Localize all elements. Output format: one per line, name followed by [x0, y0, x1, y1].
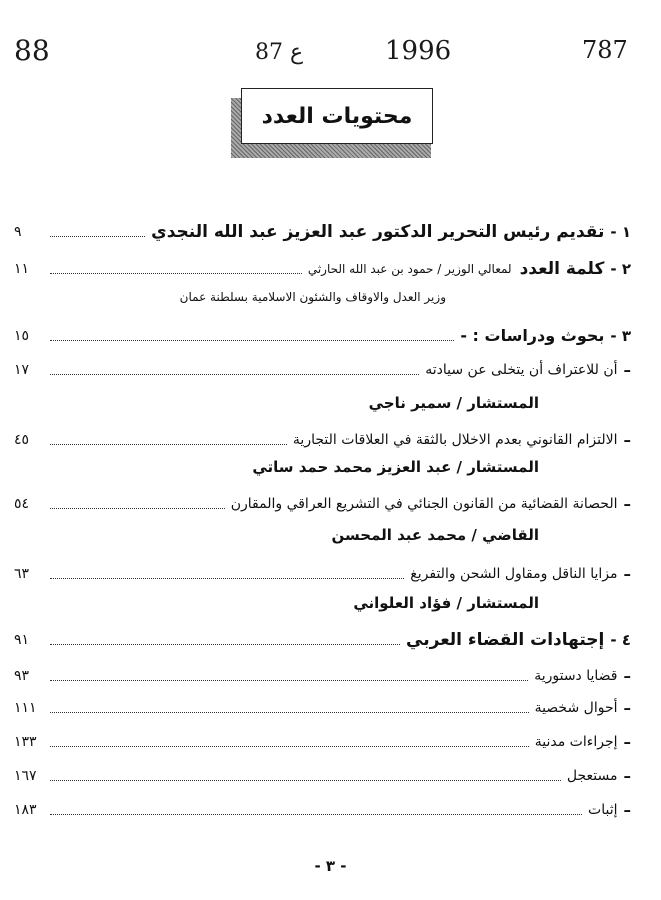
entry-number: – [623, 565, 631, 583]
entry-number: – [623, 801, 631, 819]
entry-number: – [623, 495, 631, 513]
toc-entry [14, 626, 631, 650]
entry-label: إجتهادات القضاء العربي [406, 630, 605, 650]
handwritten-year: 1996 [385, 36, 452, 66]
entry-label: تقديم رئيس التحرير الدكتور عبد العزيز عبد الله النجدي [151, 222, 605, 242]
dot-leader [50, 814, 582, 815]
entry-page: ٩٣ [14, 668, 30, 684]
entry-page: ٤٥ [14, 432, 30, 448]
minister-title: وزير العدل والاوقاف والشئون الاسلامية بسلطنة عمان [179, 290, 446, 304]
entry-number: – [623, 767, 631, 785]
toc-entry [14, 356, 631, 380]
entry-page: ١٥ [14, 328, 30, 344]
dot-leader [50, 578, 404, 579]
entry-page: ١٨٣ [14, 802, 37, 818]
handwritten-volume: ع 87 [255, 40, 304, 65]
entry-author: المستشار / فؤاد العلواني [353, 594, 539, 612]
dot-leader [50, 236, 145, 237]
handwritten-code: 787 [582, 36, 628, 64]
entry-page: ١٦٧ [14, 768, 37, 784]
entry-label: إثبات [588, 802, 618, 818]
entry-number: ٣ - [610, 327, 631, 345]
entry-label: إجراءات مدنية [534, 734, 618, 750]
entry-label: مزايا الناقل ومقاول الشحن والتفريغ [410, 566, 618, 582]
handwritten-left-number: 88 [14, 34, 50, 67]
entry-page: ٩ [14, 224, 22, 240]
entry-label: الحصانة القضائية من القانون الجنائي في التشريع العراقي والمقارن [230, 496, 618, 512]
dot-leader [50, 780, 561, 781]
dot-leader [50, 374, 419, 375]
title-box [241, 88, 433, 144]
entry-author: المستشار / عبد العزيز محمد حمد ساتي [252, 458, 539, 476]
toc-entry [14, 728, 631, 752]
entry-label: بحوث ودراسات : - [460, 326, 605, 345]
dot-leader [50, 340, 454, 341]
entry-label: قضايا دستورية [534, 668, 618, 684]
entry-number: ١ - [610, 223, 631, 241]
entry-number: – [623, 361, 631, 379]
entry-label: الالتزام القانوني بعدم الاخلال بالثقة في العلاقات التجارية [292, 432, 618, 448]
dot-leader [50, 644, 400, 645]
entry-label: أن للاعتراف أن يتخلى عن سيادته [425, 362, 618, 378]
dot-leader [50, 712, 529, 713]
entry-label: كلمة العدد [519, 259, 605, 279]
toc-entry [14, 218, 631, 242]
page-title: محتويات العدد [261, 103, 413, 129]
entry-number: – [623, 699, 631, 717]
toc-entry [14, 796, 631, 820]
dot-leader [50, 273, 302, 274]
entry-number: – [623, 733, 631, 751]
toc-entry [14, 426, 631, 450]
toc-entry [14, 694, 631, 718]
entry-page: ٩١ [14, 632, 30, 648]
entry-label: مستعجل [566, 768, 618, 784]
dot-leader [50, 508, 225, 509]
entry-number: – [623, 667, 631, 685]
entry-speaker: لمعالي الوزير / حمود بن عبد الله الحارثي [307, 262, 512, 276]
toc-entry [14, 762, 631, 786]
entry-page: ١٣٣ [14, 734, 37, 750]
entry-page: ١٧ [14, 362, 30, 378]
entry-author: القاضي / محمد عبد المحسن [331, 526, 539, 544]
entry-author: المستشار / سمير ناجي [368, 394, 539, 412]
dot-leader [50, 444, 287, 445]
entry-number: – [623, 431, 631, 449]
toc-entry [14, 560, 631, 584]
entry-number: ٤ - [610, 631, 631, 649]
entry-page: ١١١ [14, 700, 37, 716]
toc-entry [14, 662, 631, 686]
toc-entry [14, 255, 631, 279]
toc-entry [14, 322, 631, 346]
entry-number: ٢ - [610, 260, 631, 278]
page-number: - ٣ - [314, 857, 347, 875]
entry-label: أحوال شخصية [534, 700, 618, 716]
dot-leader [50, 746, 529, 747]
entry-page: ٦٣ [14, 566, 30, 582]
entry-page: ١١ [14, 261, 30, 277]
dot-leader [50, 680, 528, 681]
toc-entry [14, 490, 631, 514]
entry-page: ٥٤ [14, 496, 30, 512]
